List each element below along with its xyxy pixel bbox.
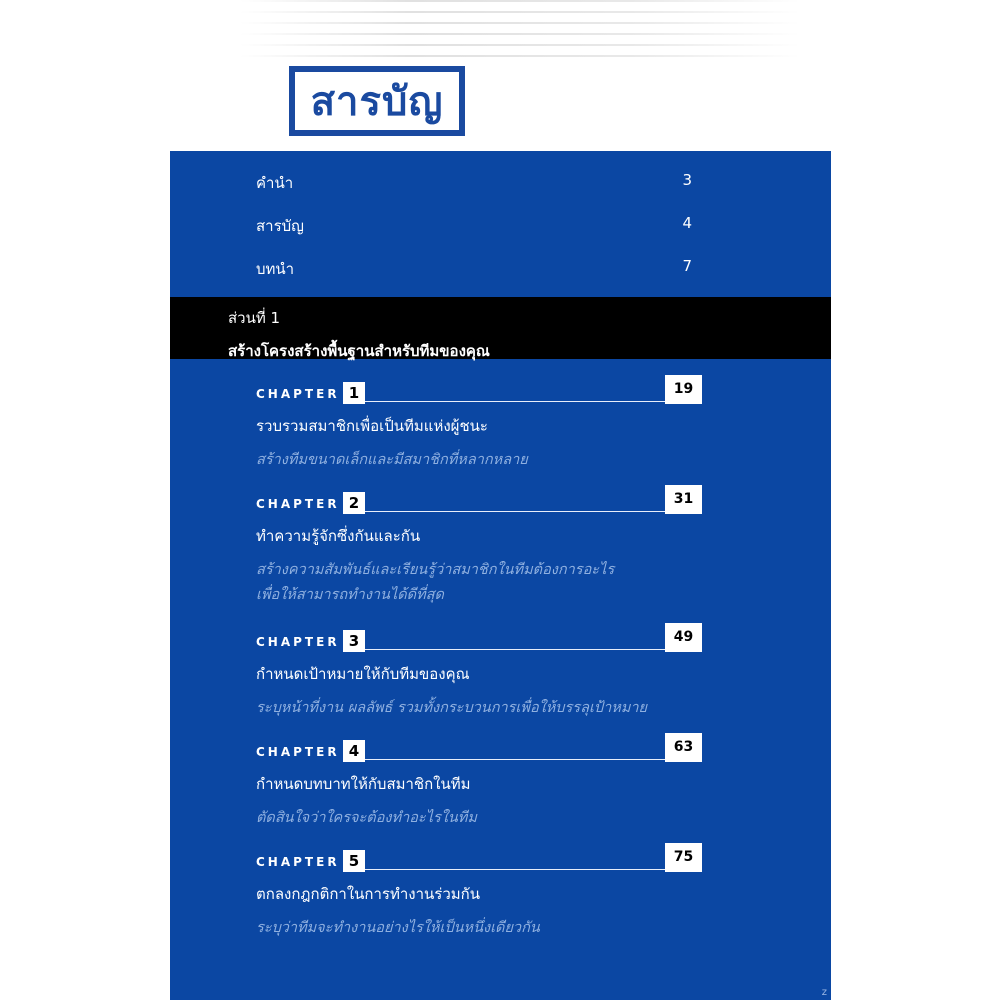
page-title: สารบัญ: [310, 79, 444, 125]
chapter-title: ตกลงกฎกติกาในการทำงานร่วมกัน: [256, 885, 480, 903]
chapter-subtitle: [256, 448, 702, 473]
chapter-label: CHAPTER: [256, 635, 340, 649]
chapter-entry[interactable]: [256, 850, 702, 941]
front-matter-page: 3: [682, 171, 692, 189]
chapter-title: รวบรวมสมาชิกเพื่อเป็นทีมแห่งผู้ชนะ: [256, 417, 488, 435]
chapter-entry[interactable]: [256, 740, 702, 831]
chapter-page: 31: [665, 485, 702, 514]
front-matter-item[interactable]: [256, 214, 692, 238]
subtitle-line: ระบุว่าทีมจะทำงานอย่างไรให้เป็นหนึ่งเดียวกัน: [256, 920, 540, 936]
chapter-title: ทำความรู้จักซึ่งกันและกัน: [256, 527, 421, 545]
chapter-page: 19: [665, 375, 702, 404]
subtitle-line: สร้างความสัมพันธ์และเรียนรู้ว่าสมาชิกในทีมต้องการอะไร: [256, 562, 615, 578]
chapter-label: CHAPTER: [256, 745, 340, 759]
part-heading[interactable]: [170, 297, 831, 359]
front-matter-label: บทนำ: [256, 260, 295, 278]
subtitle-line: สร้างทีมขนาดเล็กและมีสมาชิกที่หลากหลาย: [256, 452, 528, 468]
front-matter-label: สารบัญ: [256, 217, 304, 235]
chapter-number: 4: [343, 740, 365, 762]
chapter-subtitle: [256, 916, 702, 941]
leader-line: [365, 869, 665, 870]
chapter-title: กำหนดเป้าหมายให้กับทีมของคุณ: [256, 665, 470, 683]
leader-line: [365, 511, 665, 512]
part-title: สร้างโครงสร้างพื้นฐานสำหรับทีมของคุณ: [228, 342, 490, 360]
chapter-number: 2: [343, 492, 365, 514]
front-matter-item[interactable]: [256, 257, 692, 281]
subtitle-line: ระบุหน้าที่งาน ผลลัพธ์ รวมทั้งกระบวนการเพื่อให้บรรลุเป้าหมาย: [256, 700, 648, 716]
chapter-number: 1: [343, 382, 365, 404]
front-matter-label: คำนำ: [256, 174, 294, 192]
chapter-title: กำหนดบทบาทให้กับสมาชิกในทีม: [256, 775, 471, 793]
corner-mark: z: [821, 987, 827, 998]
chapter-label: CHAPTER: [256, 855, 340, 869]
subtitle-line: เพื่อให้สามารถทำงานได้ดีที่สุด: [256, 587, 444, 603]
front-matter-page: 4: [682, 214, 692, 232]
chapter-label: CHAPTER: [256, 387, 340, 401]
title-frame: [289, 66, 465, 136]
leader-line: [365, 401, 665, 402]
faint-bleed-through: [240, 0, 800, 70]
chapter-entry[interactable]: [256, 382, 702, 473]
part-number: ส่วนที่ 1: [228, 309, 281, 327]
chapter-page: 63: [665, 733, 702, 762]
leader-line: [365, 759, 665, 760]
chapter-subtitle: [256, 696, 702, 721]
chapter-label: CHAPTER: [256, 497, 340, 511]
front-matter-page: 7: [682, 257, 692, 275]
chapter-subtitle: [256, 806, 702, 831]
chapter-entry[interactable]: [256, 630, 702, 721]
chapter-entry[interactable]: [256, 492, 702, 608]
chapter-number: 3: [343, 630, 365, 652]
chapter-number: 5: [343, 850, 365, 872]
chapter-subtitle: [256, 558, 702, 608]
front-matter-item[interactable]: [256, 171, 692, 195]
leader-line: [365, 649, 665, 650]
subtitle-line: ตัดสินใจว่าใครจะต้องทำอะไรในทีม: [256, 810, 477, 826]
chapter-page: 75: [665, 843, 702, 872]
chapter-page: 49: [665, 623, 702, 652]
toc-panel: [170, 151, 831, 1000]
